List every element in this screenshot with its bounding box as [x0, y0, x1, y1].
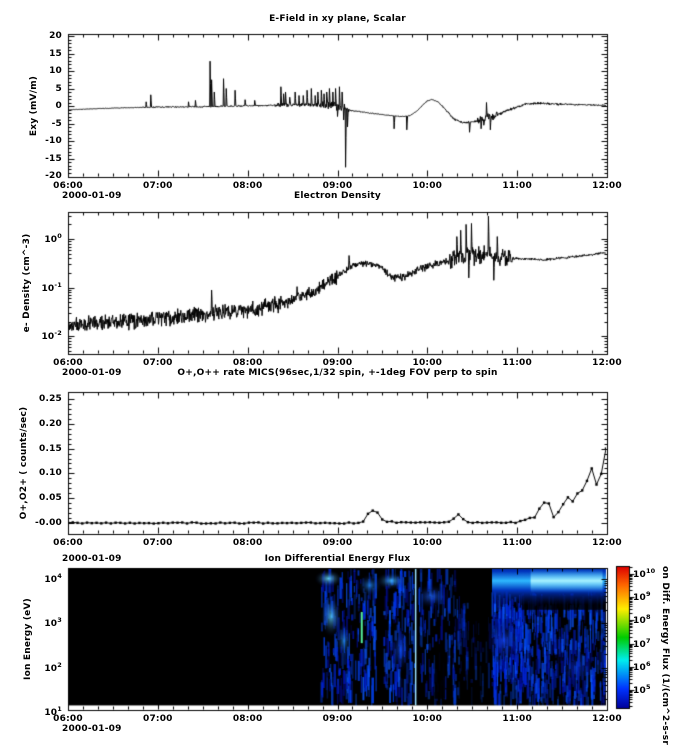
x-tick-label: 09:00 — [322, 538, 353, 548]
y-tick-label: -5 — [51, 118, 62, 129]
date-label: 2000-01-09 — [62, 191, 122, 201]
colorbar-tick-label — [633, 614, 651, 626]
log-tick-exponent: 4 — [57, 571, 62, 580]
x-tick-label: 07:00 — [143, 181, 173, 191]
log-tick-exponent: -2 — [54, 329, 62, 338]
y-tick-label: 0.25 — [38, 394, 62, 404]
log-tick-exponent: 9 — [645, 590, 651, 599]
y-tick-label — [0, 573, 62, 585]
x-tick-label: 06:00 — [53, 358, 83, 368]
log-tick-base: 10 — [44, 619, 58, 630]
log-tick-exponent: 0 — [57, 232, 62, 240]
log-tick-base: 10 — [633, 616, 646, 627]
y-tick-label: -20 — [45, 171, 62, 181]
y-tick-label — [0, 233, 62, 245]
x-tick-label: 12:00 — [592, 358, 622, 368]
x-tick-label: 07:00 — [143, 714, 173, 724]
y-axis-label: Ion Energy (eV) — [23, 598, 33, 680]
y-tick-label — [0, 617, 62, 629]
log-tick-base: 10 — [633, 686, 646, 696]
x-tick-label: 12:00 — [592, 714, 622, 724]
log-tick-exponent: 10 — [645, 567, 656, 575]
y-tick-label: -15 — [45, 153, 62, 164]
panel-title: Ion Differential Energy Flux — [264, 554, 411, 564]
x-tick-label: 10:00 — [412, 714, 443, 724]
log-tick-base: 10 — [44, 663, 58, 674]
y-axis-label: Exy (mV/m) — [29, 75, 39, 136]
x-tick-label: 07:00 — [143, 538, 173, 548]
date-label: 2000-01-09 — [62, 554, 122, 564]
log-tick-exponent: 3 — [57, 616, 62, 625]
colorbar-tick-label — [633, 591, 651, 603]
y-axis-label: O+,O2+ ( counts/sec) — [19, 406, 29, 520]
log-tick-exponent: 7 — [645, 636, 651, 645]
log-tick-exponent: -1 — [54, 280, 62, 289]
log-tick-exponent: 5 — [645, 683, 651, 691]
y-tick-label: -0.00 — [35, 518, 62, 528]
x-tick-label: 09:00 — [322, 181, 353, 191]
x-tick-label: 08:00 — [232, 538, 263, 548]
log-tick-base: 10 — [44, 708, 58, 719]
date-label: 2000-01-09 — [62, 724, 122, 734]
date-label: 2000-01-09 — [62, 368, 122, 378]
y-tick-label: 0.10 — [38, 468, 62, 479]
log-tick-base: 10 — [633, 593, 646, 604]
log-tick-base: 10 — [41, 283, 55, 294]
x-tick-label: 11:00 — [502, 714, 532, 724]
x-tick-label: 11:00 — [502, 181, 532, 191]
log-tick-exponent: 6 — [645, 659, 651, 668]
panel-title: E-Field in xy plane, Scalar — [269, 14, 406, 24]
panel-title: O+,O++ rate MICS(96sec,1/32 spin, +-1deg FOV perp to spin — [177, 368, 498, 378]
log-tick-base: 10 — [44, 235, 58, 245]
log-tick-base: 10 — [633, 570, 646, 580]
y-tick-label: 5 — [55, 83, 62, 94]
x-tick-label: 10:00 — [412, 181, 443, 191]
colorbar-tick-label — [633, 684, 651, 696]
x-tick-label: 08:00 — [232, 181, 263, 191]
log-tick-exponent: 8 — [645, 613, 651, 622]
y-tick-label: 0.20 — [38, 418, 62, 429]
x-tick-label: 09:00 — [322, 358, 353, 368]
y-tick-label: 15 — [49, 48, 62, 59]
y-tick-label: -10 — [45, 136, 62, 146]
panel-title: Electron Density — [294, 191, 381, 201]
x-tick-label: 11:00 — [502, 358, 532, 368]
y-tick-label — [0, 706, 62, 718]
log-tick-base: 10 — [41, 332, 55, 343]
y-tick-label — [0, 282, 62, 294]
x-tick-label: 11:00 — [502, 538, 532, 548]
x-tick-label: 12:00 — [592, 181, 622, 191]
log-tick-base: 10 — [633, 639, 646, 650]
x-tick-label: 10:00 — [412, 358, 443, 368]
y-tick-label: 0.15 — [38, 443, 62, 454]
y-axis-label: e- Density (cm^-3) — [22, 233, 32, 333]
x-tick-label: 09:00 — [322, 714, 353, 724]
x-tick-label: 08:00 — [232, 358, 263, 368]
x-tick-label: 07:00 — [143, 358, 173, 368]
y-tick-label: 0 — [55, 101, 62, 111]
y-tick-label: 20 — [49, 31, 62, 41]
x-tick-label: 12:00 — [592, 538, 622, 548]
colorbar-tick-label — [633, 568, 655, 580]
x-tick-label: 06:00 — [53, 714, 83, 724]
colorbar-axis-label: on Diff. Energy Flux (1/(cm^2-s-sr — [660, 566, 670, 746]
y-tick-label — [0, 662, 62, 674]
log-tick-exponent: 2 — [57, 660, 62, 669]
colorbar-tick-label — [633, 661, 651, 673]
log-tick-exponent: 1 — [57, 705, 62, 714]
x-tick-label: 06:00 — [53, 538, 83, 548]
y-tick-label — [0, 330, 62, 342]
x-tick-label: 06:00 — [53, 181, 83, 191]
log-tick-base: 10 — [44, 574, 58, 585]
y-tick-label: 0.05 — [38, 493, 62, 504]
x-tick-label: 10:00 — [412, 538, 443, 548]
y-tick-label: 10 — [49, 66, 62, 76]
colorbar-tick-label — [633, 638, 651, 650]
x-tick-label: 08:00 — [232, 714, 263, 724]
log-tick-base: 10 — [633, 662, 646, 673]
